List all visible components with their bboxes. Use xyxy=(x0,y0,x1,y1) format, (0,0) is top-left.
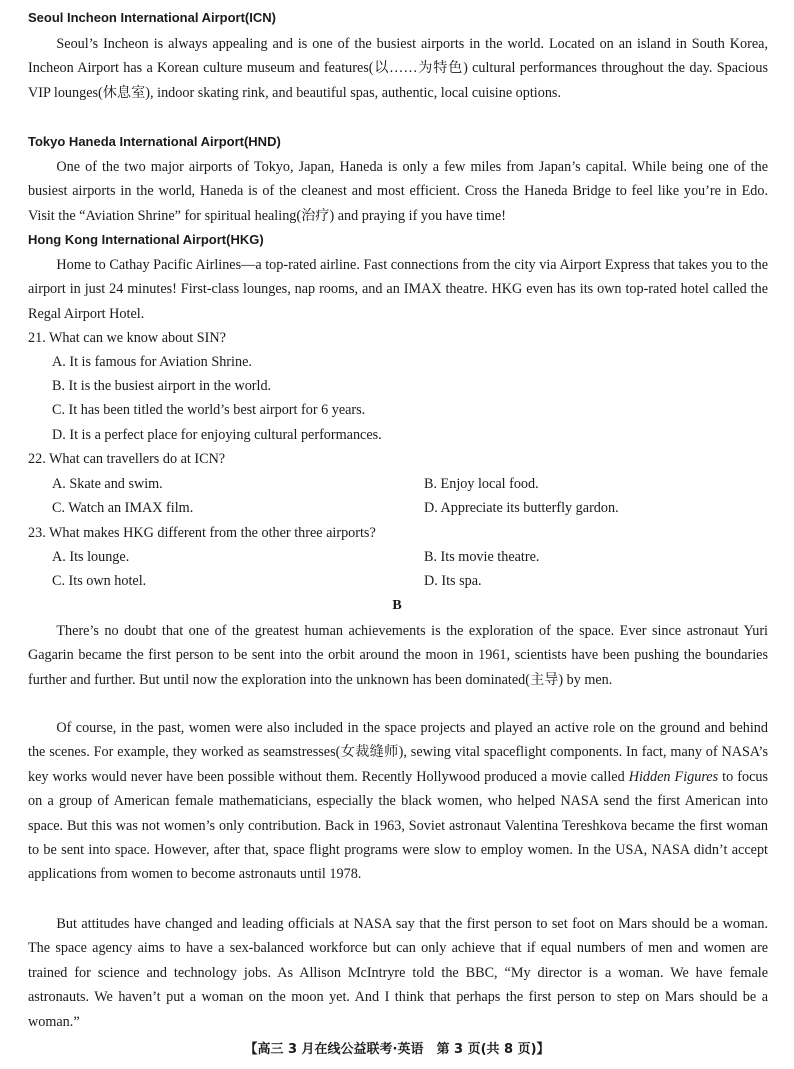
question-21-stem: 21. What can we know about SIN? xyxy=(28,330,226,346)
hnd-paragraph: One of the two major airports of Tokyo, Japan, Haneda is only a few miles from Japan’s capital. While being one of the busiest airports in the world, Haneda is of the cleanest and most efficient. Cross the Haneda Bridge to feel like you’re in Edo. Visit the “Aviation Shrine” for spiritual healing(治疗) and praying if you have time! xyxy=(28,159,768,224)
question-23-stem: 23. What makes HKG different from the other three airports? xyxy=(28,525,376,541)
question-21-option-d: D. It is a perfect place for enjoying cultural performances. xyxy=(52,427,382,443)
section-b-label: B xyxy=(392,598,402,613)
question-22-option-c: C. Watch an IMAX film. xyxy=(52,500,194,516)
icn-paragraph: Seoul’s Incheon is always appealing and is one of the busiest airports in the world. Located on an island in South Korea, Incheon Airport has a Korean culture museum and features(以……为特色) cultural performances throughout the day. Spacious VIP lounges(休息室), indoor skating rink, and beautiful spas, authentic, local cuisine options. xyxy=(28,36,768,101)
hkg-heading: Hong Kong International Airport(HKG) xyxy=(28,232,264,247)
question-23-option-d: D. Its spa. xyxy=(424,573,482,589)
passage-b-paragraph-2-part-1: Of course, in the past, women were also included in the space projects and played an active role on the ground and behind the scenes. For example, they worked as seamstresses(女裁缝师), sewing vital spaceflight components. In fact, many of NASA’s key works would never have been possible without them. Recently Hollywood produced a movie called xyxy=(28,720,768,785)
question-21-option-c: C. It has been titled the world’s best airport for 6 years. xyxy=(52,402,366,418)
question-22-option-a: A. Skate and swim. xyxy=(52,476,163,492)
passage-b-paragraph-2-part-2: to focus on a group of American female mathematicians, especially the black women, who helped NASA send the first American into space. But this was not women’s only contribution. Back in 1963, Soviet astronaut Valentina Tereshkova became the first woman to be sent into space. However, after that, space flight programs were slow to employ women. In the USA, NASA didn’t accept applications from women to become astronauts until 1978. xyxy=(28,768,768,883)
question-23-option-a: A. Its lounge. xyxy=(52,549,130,565)
page-footer: 【高三 3 月在线公益联考·英语 第 3 页(共 8 页)】 xyxy=(244,1042,550,1057)
question-22-stem: 22. What can travellers do at ICN? xyxy=(28,451,226,467)
question-23-option-c: C. Its own hotel. xyxy=(52,573,147,589)
passage-b-paragraph-1: There’s no doubt that one of the greatest human achievements is the exploration of the space. Ever since astronaut Yuri Gagarin became the first person to be sent into the orbit around the moon in 1961, scientists have been pushing the boundaries further and further. But until now the exploration into the unknown has been dominated(主导) by men. xyxy=(28,623,768,688)
passage-b-paragraph-3: But attitudes have changed and leading officials at NASA say that the first person to set foot on Mars should be a woman. The space agency aims to have a sex-balanced workforce but can only achieve that if equal numbers of men and women are trained for science and technology jobs. As Allison McIntryre told the BBC, “My director is a woman. We have female astronauts. We haven’t put a woman on the moon yet. And I think that perhaps the first person to step on Mars should be a woman.” xyxy=(28,916,768,1030)
question-22-option-d: D. Appreciate its butterfly gardon. xyxy=(424,500,619,516)
question-23-option-b: B. Its movie theatre. xyxy=(424,549,540,565)
movie-title: Hidden Figures xyxy=(628,768,719,785)
question-21-option-a: A. It is famous for Aviation Shrine. xyxy=(52,354,252,370)
hkg-paragraph: Home to Cathay Pacific Airlines—a top-rated airline. Fast connections from the city via Airport Express that takes you to the airport in just 24 minutes! First-class lounges, nap rooms, and an IMAX theatre. HKG even has its own top-rated hotel called the Regal Airport Hotel. xyxy=(28,257,768,322)
hnd-heading: Tokyo Haneda International Airport(HND) xyxy=(28,134,281,149)
question-21-option-b: B. It is the busiest airport in the world. xyxy=(52,378,272,394)
icn-heading: Seoul Incheon International Airport(ICN) xyxy=(28,10,276,25)
passage-b-paragraph-2 xyxy=(28,716,768,887)
question-22-option-b: B. Enjoy local food. xyxy=(424,476,539,492)
